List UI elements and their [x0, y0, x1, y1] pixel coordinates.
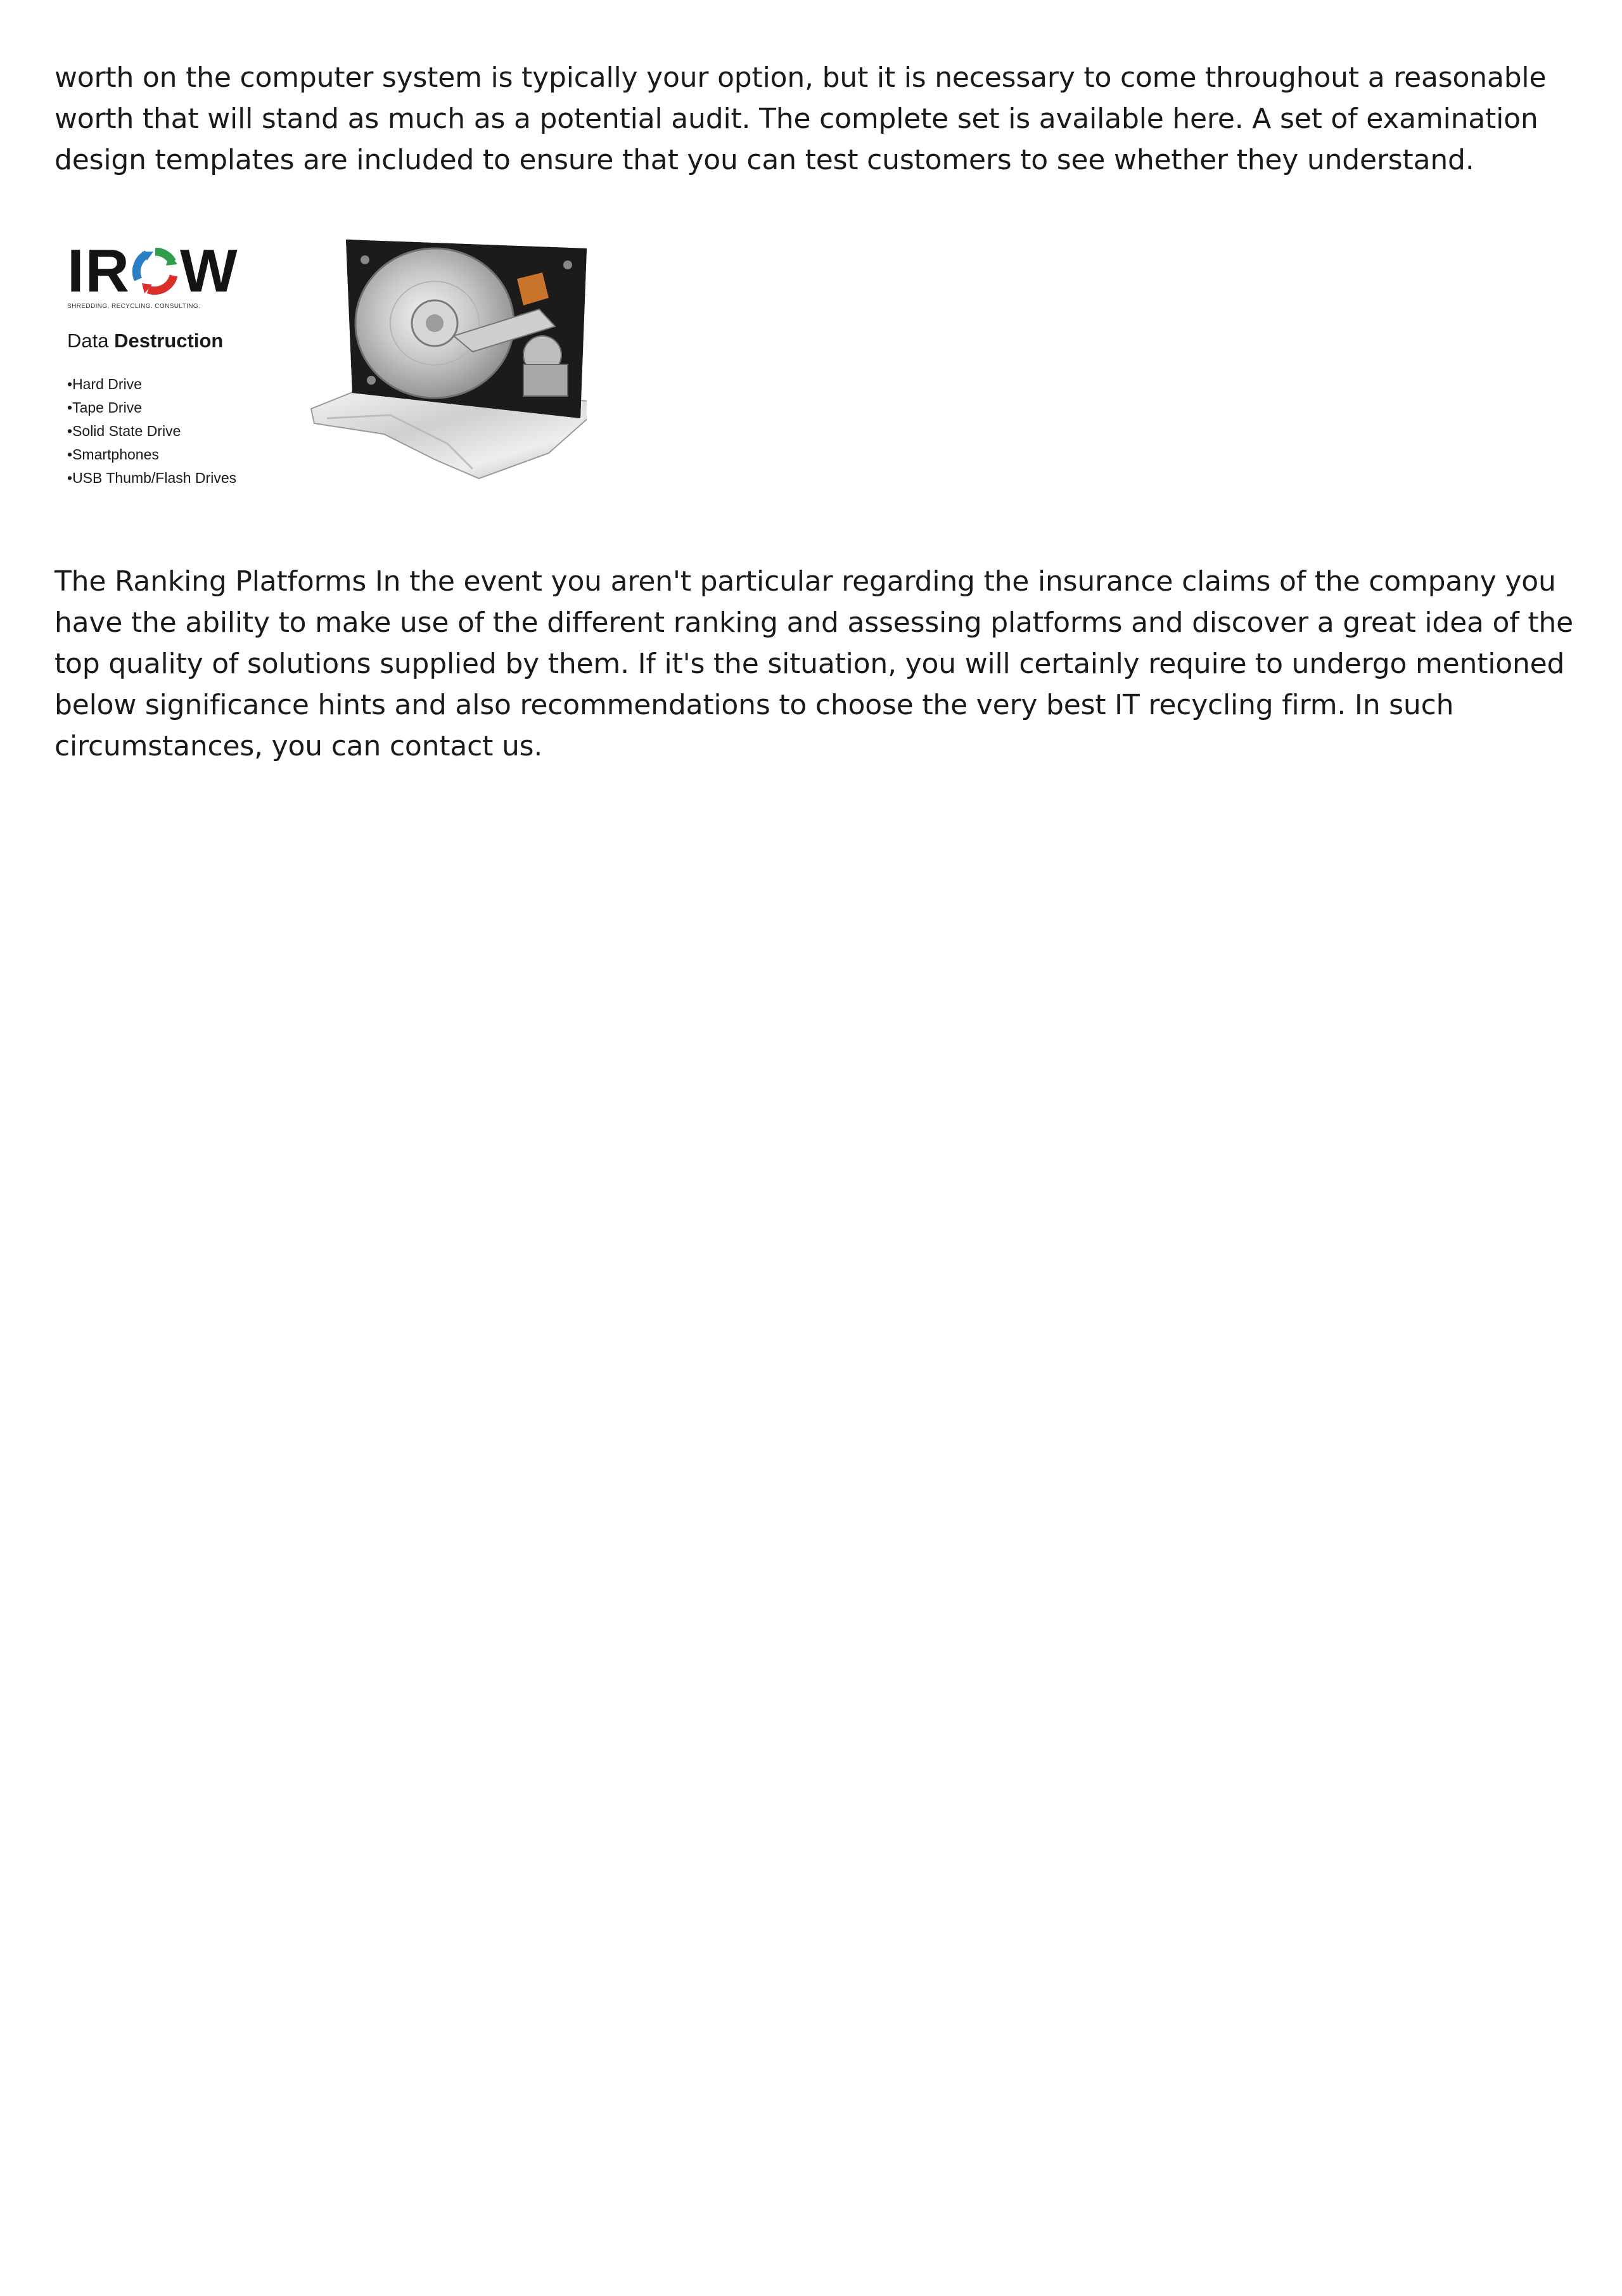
- list-item: • USB Thumb/Flash Drives: [67, 466, 236, 490]
- list-item: • Tape Drive: [67, 396, 236, 420]
- data-destruction-image: [54, 234, 587, 501]
- body-paragraph-1: worth on the computer system is typically your option, but it is necessary to come throughout a reasonable worth that will stand as much as a potential audit. The complete set is available here. A set of examination design templates are included to ensure that you can test customers to see whether they understand.: [54, 61, 1547, 176]
- destruction-list: [67, 373, 236, 490]
- logo-text-right: W: [180, 237, 239, 305]
- logo-tagline: SHREDDING. RECYCLING. CONSULTING.: [67, 303, 201, 310]
- hard-drive-illustration: [245, 234, 587, 501]
- document-page: [54, 57, 1575, 767]
- list-item: • Hard Drive: [67, 373, 236, 396]
- figure-heading: Data Destruction: [67, 330, 224, 352]
- recycle-ring-icon: [132, 248, 179, 295]
- body-paragraph-2: The Ranking Platforms In the event you aren't particular regarding the insurance claims of the company you have the ability to make use of the different ranking and assessing platforms and discover a great idea of the top quality of solutions supplied by them. If it's the situation, you will certainly require to undergo mentioned below significance hints and also recommendations to choose the very best IT recycling firm. In such circumstances, you can contact us.: [54, 565, 1573, 762]
- list-item: • Solid State Drive: [67, 420, 236, 443]
- irow-logo: [67, 237, 257, 310]
- logo-text-left: IR: [67, 237, 131, 305]
- list-item: • Smartphones: [67, 443, 236, 466]
